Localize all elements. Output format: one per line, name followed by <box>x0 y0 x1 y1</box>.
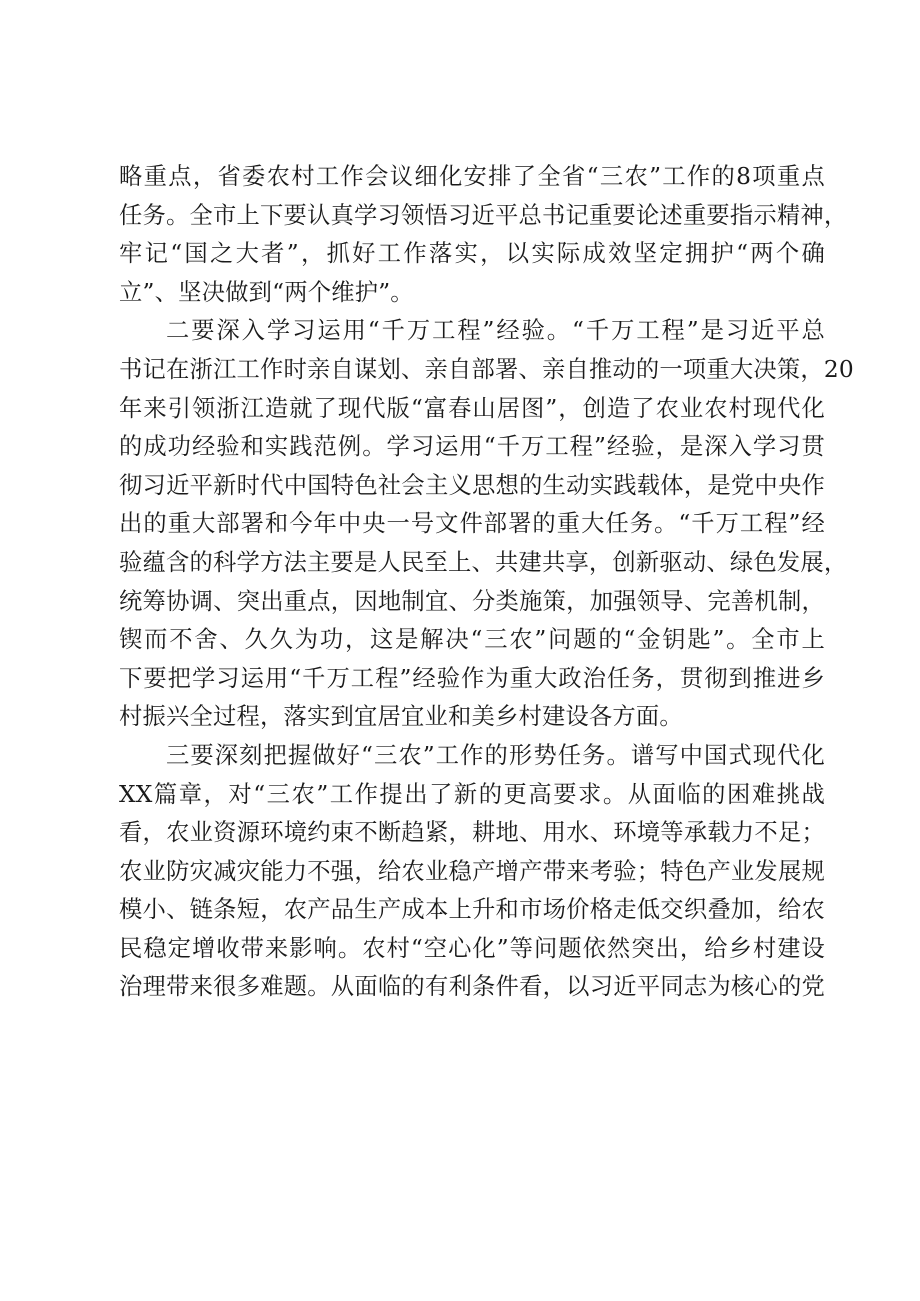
paragraph-1-line-2: 任务。全市上下要认真学习领悟习近平总书记重要论述重要指示精神， <box>119 201 848 229</box>
document-body <box>119 158 854 1007</box>
paragraph-3-line-7: 治理带来很多难题。从面临的有利条件看，以习近平同志为核心的党 <box>119 973 825 1001</box>
paragraph-2-line-9: 锲而不舍、久久为功，这是解决“三农”问题的“金钥匙”。全市上 <box>119 626 825 654</box>
paragraph-2-line-1: 二要深入学习运用“千万工程”经验。“千万工程”是习近平总 <box>166 317 825 345</box>
paragraph-2-line-6: 出的重大部署和今年中央一号文件部署的重大任务。“千万工程”经 <box>119 510 825 538</box>
paragraph-3-line-2: XX篇章，对“三农”工作提出了新的更高要求。从面临的困难挑战 <box>119 780 825 808</box>
paragraph-2-line-3: 年来引领浙江造就了现代版“富春山居图”，创造了农业农村现代化 <box>119 394 825 422</box>
paragraph-3-line-1: 三要深刻把握做好“三农”工作的形势任务。谱写中国式现代化 <box>166 741 825 769</box>
paragraph-3-line-4: 农业防灾减灾能力不强，给农业稳产增产带来考验；特色产业发展规 <box>119 857 825 885</box>
paragraph-2-line-10: 下要把学习运用“千万工程”经验作为重大政治任务，贯彻到推进乡 <box>119 664 825 692</box>
paragraph-1-line-4: 立”、坚决做到“两个维护”。 <box>119 278 414 306</box>
paragraph-2-line-7: 验蕴含的科学方法主要是人民至上、共建共享，创新驱动、绿色发展， <box>119 548 848 576</box>
paragraph-3-line-6: 民稳定增收带来影响。农村“空心化”等问题依然突出，给乡村建设 <box>119 934 825 962</box>
paragraph-2-line-11: 村振兴全过程，落实到宜居宜业和美乡村建设各方面。 <box>119 703 683 731</box>
paragraph-1-line-1: 略重点，省委农村工作会议细化安排了全省“三农”工作的8项重点 <box>119 163 825 190</box>
paragraph-3-line-3: 看，农业资源环境约束不断趋紧，耕地、用水、环境等承载力不足； <box>119 819 825 847</box>
paragraph-2-line-5: 彻习近平新时代中国特色社会主义思想的生动实践载体，是党中央作 <box>119 471 825 499</box>
paragraph-2-line-8: 统筹协调、突出重点，因地制宜、分类施策，加强领导、完善机制， <box>119 587 825 615</box>
paragraph-1-line-3: 牢记“国之大者”，抓好工作落实，以实际成效坚定拥护“两个确 <box>119 240 825 268</box>
paragraph-2-line-4: 的成功经验和实践范例。学习运用“千万工程”经验，是深入学习贯 <box>119 433 825 461</box>
paragraph-2-line-2: 书记在浙江工作时亲自谋划、亲自部署、亲自推动的一项重大决策，20 <box>119 355 854 383</box>
paragraph-3-line-5: 模小、链条短，农产品生产成本上升和市场价格走低交织叠加，给农 <box>119 896 825 924</box>
